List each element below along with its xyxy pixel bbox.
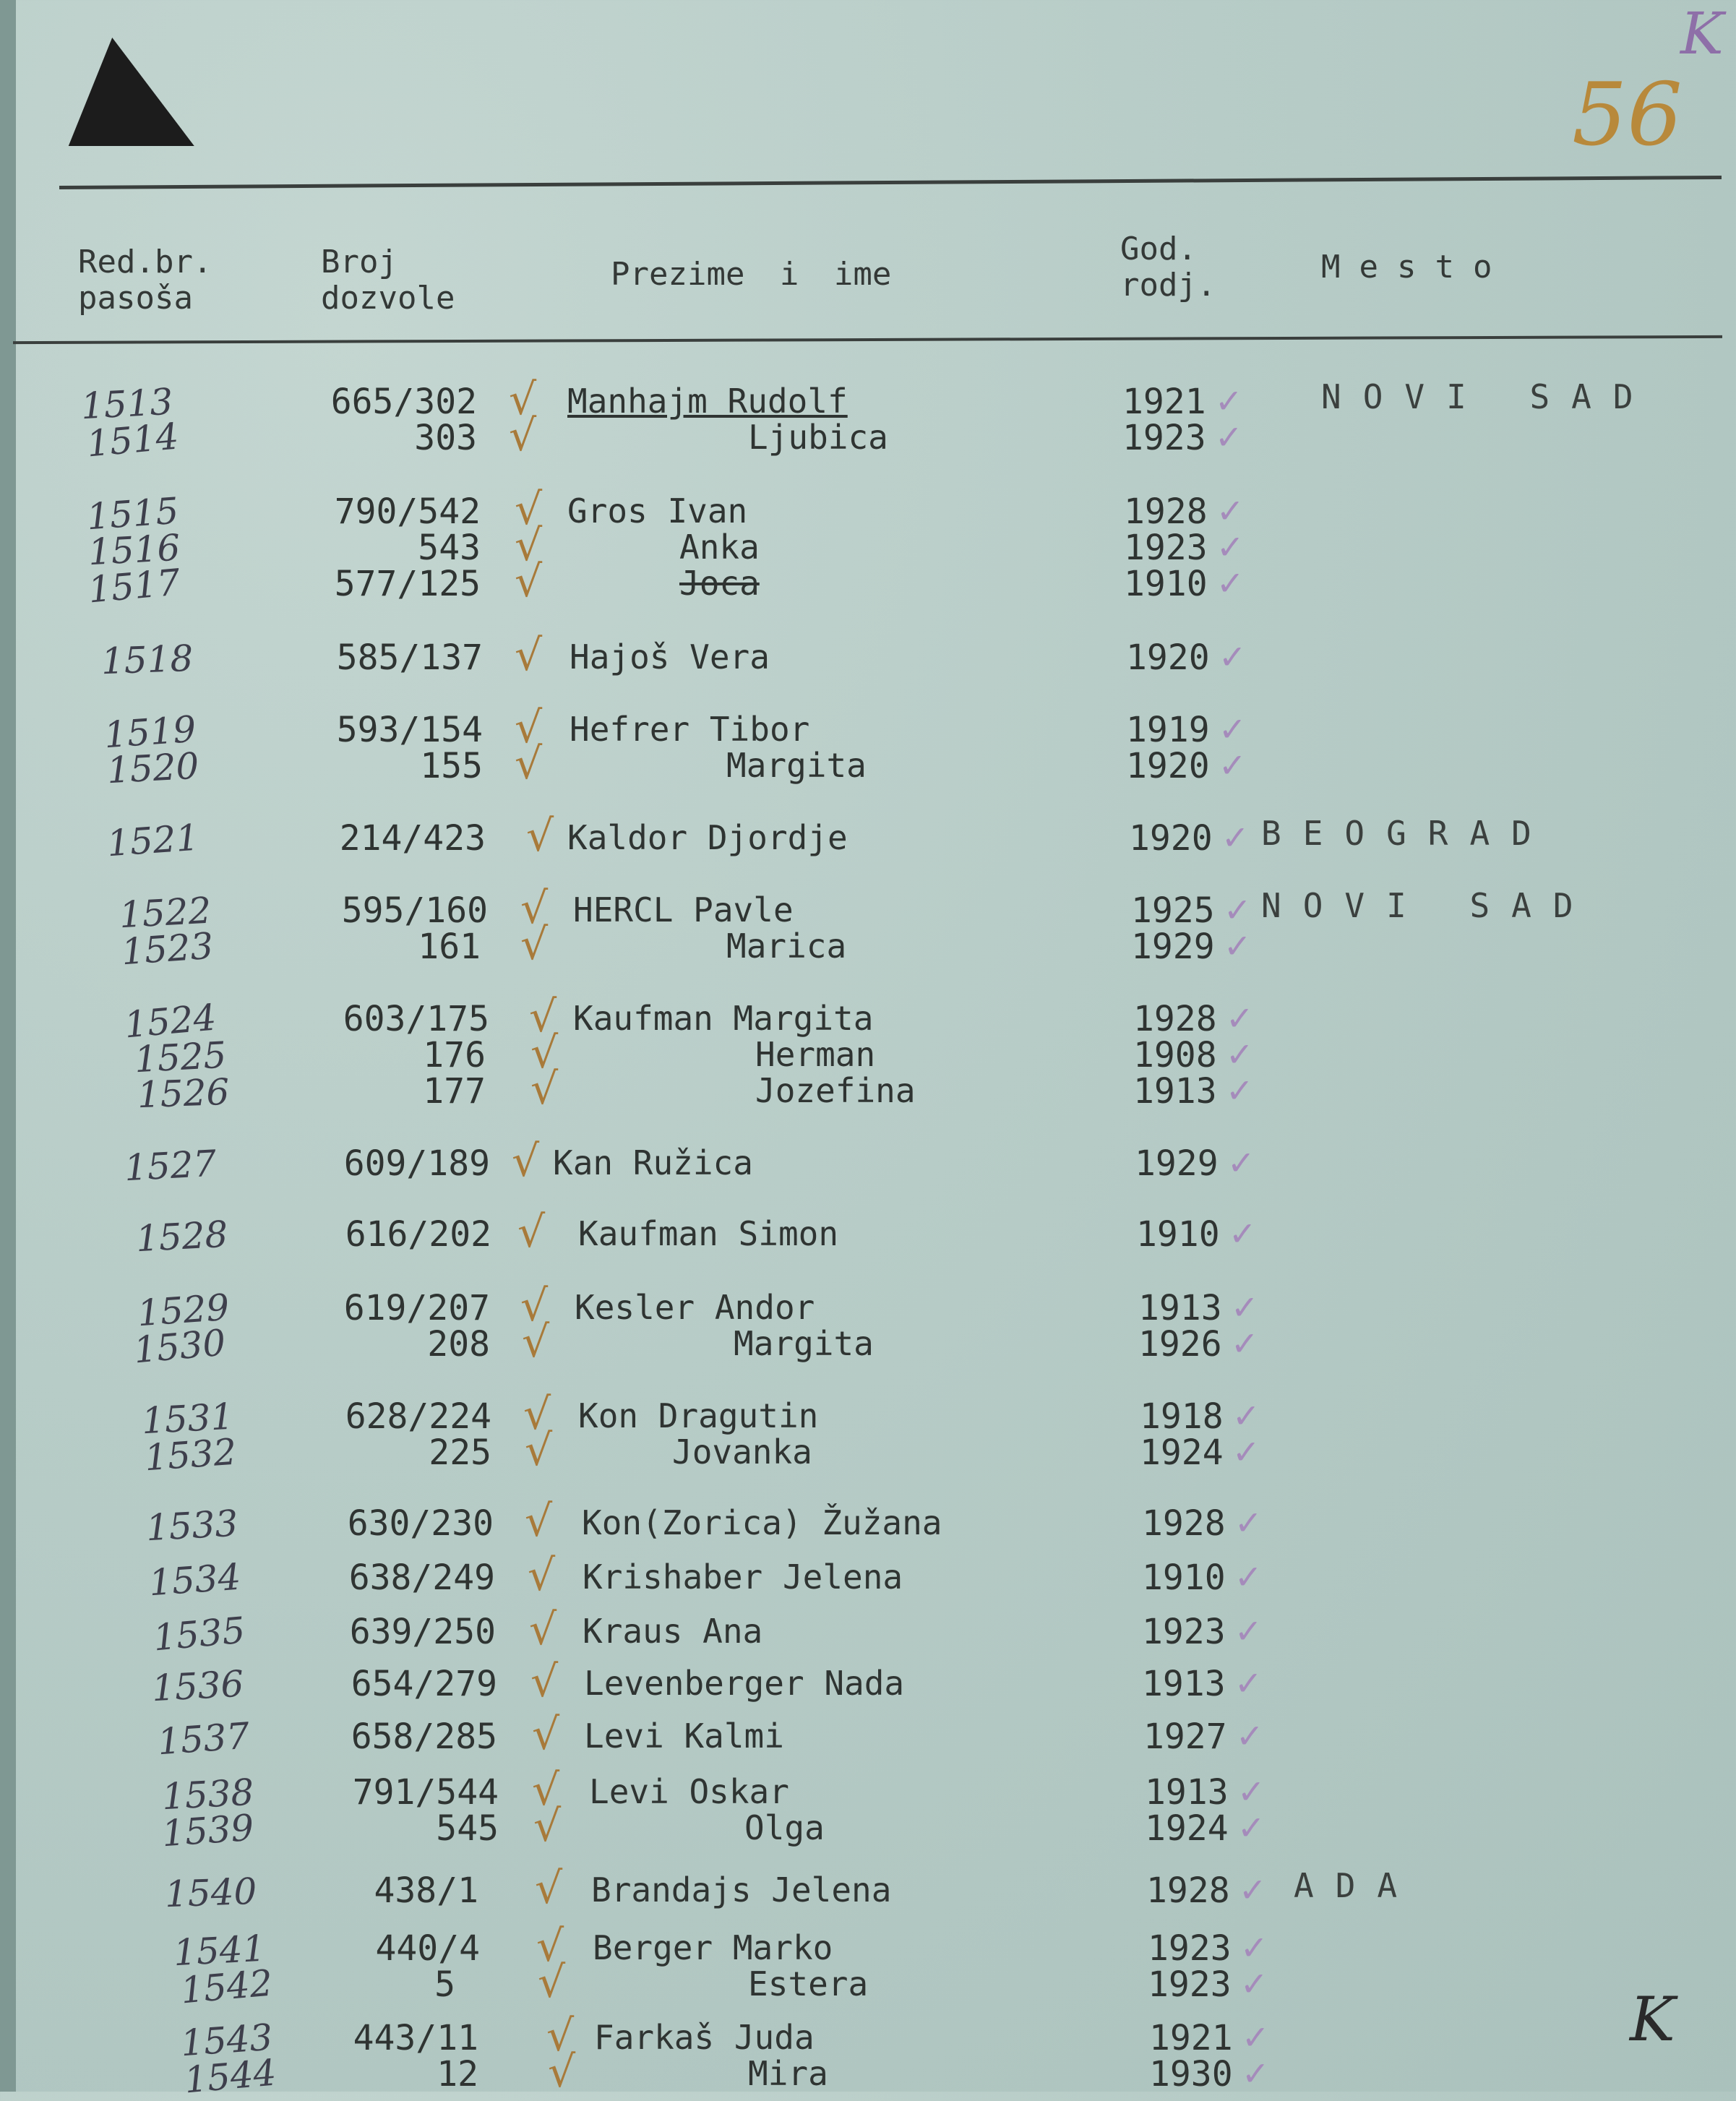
person-name: Hajoš Vera: [570, 637, 770, 676]
tick-mark-icon: ✓: [1229, 1214, 1257, 1253]
birth-year: 1928: [1142, 1503, 1226, 1544]
table-row: [0, 1496, 1736, 1550]
check-mark-icon: √: [515, 484, 543, 535]
permit-number: 438/1: [374, 1870, 478, 1911]
place-name: NOVI SAD: [1321, 377, 1655, 416]
table-row: [0, 739, 1736, 792]
check-mark-icon: √: [529, 992, 557, 1042]
birth-year: 1924: [1145, 1808, 1229, 1849]
passport-number: 1514: [85, 415, 181, 465]
table-row: [0, 520, 1736, 574]
table-row: [0, 883, 1736, 937]
passport-number: 1540: [164, 1870, 258, 1916]
table-row: [0, 1281, 1736, 1335]
birth-year: 1924: [1140, 1432, 1224, 1473]
person-name: Gros Ivan: [567, 491, 748, 530]
check-mark-icon: √: [515, 520, 543, 571]
passport-number: 1525: [133, 1034, 228, 1081]
tick-mark-icon: ✓: [1237, 1772, 1266, 1811]
tick-mark-icon: ✓: [1232, 1396, 1260, 1435]
passport-number: 1536: [150, 1662, 245, 1710]
person-name: Estera: [748, 1964, 869, 2003]
tick-mark-icon: ✓: [1237, 1808, 1266, 1847]
tick-mark-icon: ✓: [1227, 1143, 1255, 1182]
check-mark-icon: √: [512, 1136, 540, 1187]
tick-mark-icon: ✓: [1224, 927, 1252, 966]
torn-corner: [69, 38, 213, 146]
place-name: ADA: [1294, 1866, 1419, 1905]
table-row: [0, 992, 1736, 1047]
table-row: [0, 2011, 1736, 2065]
table-row: [0, 1709, 1736, 1763]
person-name: Jovanka: [672, 1432, 812, 1471]
permit-number: 790/542: [334, 491, 481, 532]
birth-year: 1923: [1148, 1964, 1232, 2005]
tick-mark-icon: ✓: [1234, 1612, 1263, 1651]
passport-number: 1542: [179, 1962, 275, 2012]
birth-year: 1923: [1148, 1928, 1232, 1969]
person-name: Anka: [679, 528, 760, 567]
passport-number: 1516: [87, 526, 181, 574]
permit-number: 628/224: [345, 1396, 491, 1437]
permit-number: 603/175: [343, 999, 489, 1039]
permit-number: 208: [427, 1324, 490, 1365]
person-name: Margita: [734, 1324, 874, 1363]
person-name: Joca: [679, 564, 760, 603]
check-mark-icon: √: [522, 1317, 550, 1367]
passport-number: 1524: [122, 996, 218, 1047]
tick-mark-icon: ✓: [1224, 890, 1252, 929]
permit-number: 303: [414, 418, 477, 458]
passport-number: 1519: [103, 708, 198, 757]
header-place: Mesto: [1321, 249, 1511, 285]
table-row: [0, 919, 1736, 974]
corner-mark: K: [1680, 0, 1724, 67]
birth-year: 1929: [1135, 1143, 1219, 1184]
table-row: [0, 1028, 1736, 1081]
permit-number: 577/125: [334, 564, 481, 604]
person-name: Herman: [755, 1035, 876, 1074]
check-mark-icon: √: [525, 1425, 553, 1476]
permit-number: 225: [429, 1432, 491, 1473]
table-row: [0, 1801, 1736, 1855]
passport-number: 1527: [123, 1142, 218, 1190]
tick-mark-icon: ✓: [1236, 1717, 1264, 1756]
header-passport-no: Red.br. pasoša: [78, 244, 212, 317]
permit-number: 593/154: [336, 710, 483, 750]
check-mark-icon: √: [517, 1207, 546, 1258]
passport-number: 1515: [85, 489, 181, 538]
permit-number: 654/279: [351, 1664, 497, 1704]
permit-number: 443/11: [353, 2018, 478, 2058]
permit-number: 543: [418, 528, 481, 568]
tick-mark-icon: ✓: [1226, 1035, 1254, 1074]
permit-number: 585/137: [336, 637, 483, 678]
check-mark-icon: √: [529, 1604, 557, 1655]
person-name: Kon Dragutin: [578, 1396, 819, 1435]
permit-number: 176: [423, 1035, 486, 1075]
table-row: [0, 1207, 1736, 1260]
check-mark-icon: √: [509, 374, 537, 425]
birth-year: 1918: [1140, 1396, 1224, 1437]
table-row: [0, 1425, 1736, 1479]
person-name: Brandajs Jelena: [591, 1870, 892, 1909]
permit-number: 161: [418, 927, 481, 967]
person-name: Jozefina: [755, 1071, 916, 1110]
birth-year: 1923: [1142, 1612, 1226, 1652]
person-name: Ljubica: [748, 418, 888, 457]
permit-number: 155: [420, 746, 483, 786]
passport-number: 1528: [134, 1213, 229, 1260]
check-mark-icon: √: [520, 919, 549, 970]
birth-year: 1928: [1124, 491, 1208, 532]
passport-number: 1535: [151, 1609, 247, 1659]
permit-number: 609/189: [343, 1143, 490, 1184]
birth-year: 1921: [1149, 2018, 1233, 2058]
birth-year: 1910: [1136, 1214, 1220, 1255]
tick-mark-icon: ✓: [1215, 382, 1243, 421]
permit-number: 638/249: [348, 1558, 495, 1598]
person-name: Levi Oskar: [589, 1772, 789, 1811]
tick-mark-icon: ✓: [1216, 528, 1245, 567]
permit-number: 658/285: [351, 1717, 497, 1757]
tick-mark-icon: ✓: [1240, 1928, 1268, 1967]
passport-number: 1517: [86, 561, 182, 611]
person-name: Olga: [744, 1808, 825, 1847]
person-name: Kan Ružica: [553, 1143, 753, 1182]
permit-number: 177: [423, 1071, 486, 1112]
check-mark-icon: √: [520, 883, 549, 934]
tick-mark-icon: ✓: [1219, 710, 1247, 749]
person-name: Margita: [726, 746, 867, 785]
birth-year: 1920: [1129, 818, 1213, 859]
check-mark-icon: √: [530, 1657, 559, 1707]
passport-number: 1530: [132, 1321, 228, 1372]
birth-year: 1928: [1133, 999, 1217, 1039]
tick-mark-icon: ✓: [1231, 1288, 1259, 1327]
permit-number: 630/230: [347, 1503, 494, 1544]
check-mark-icon: √: [520, 1281, 549, 1331]
tick-mark-icon: ✓: [1221, 818, 1250, 857]
table-row: [0, 1957, 1736, 2012]
tick-mark-icon: ✓: [1219, 637, 1247, 676]
permit-number: 5: [434, 1964, 455, 2005]
check-mark-icon: √: [530, 1064, 559, 1114]
birth-year: 1910: [1124, 564, 1208, 604]
passport-number: 1529: [136, 1286, 231, 1335]
check-mark-icon: √: [530, 1028, 559, 1078]
table-row: [0, 411, 1736, 465]
tick-mark-icon: ✓: [1239, 1870, 1267, 1909]
birth-year: 1928: [1146, 1870, 1230, 1911]
birth-year: 1927: [1143, 1717, 1227, 1757]
check-mark-icon: √: [528, 1550, 556, 1601]
table-row: [0, 1317, 1736, 1372]
birth-year: 1913: [1138, 1288, 1222, 1328]
tick-mark-icon: ✓: [1242, 2054, 1270, 2093]
passport-number: 1534: [147, 1555, 243, 1604]
passport-number: 1531: [140, 1395, 235, 1443]
check-mark-icon: √: [515, 630, 543, 681]
table-row: [0, 484, 1736, 538]
passport-number: 1543: [179, 2016, 275, 2065]
table-row: [0, 703, 1736, 757]
tick-mark-icon: ✓: [1240, 1964, 1268, 2003]
tick-mark-icon: ✓: [1231, 1324, 1259, 1363]
tick-mark-icon: ✓: [1234, 1558, 1263, 1597]
passport-number: 1523: [120, 924, 215, 974]
person-name: Kesler Andor: [575, 1288, 815, 1327]
passport-number: 1526: [137, 1070, 231, 1117]
permit-number: 791/544: [352, 1772, 499, 1813]
birth-year: 1913: [1133, 1071, 1217, 1112]
table-row: [0, 557, 1736, 611]
passport-number: 1513: [80, 380, 174, 428]
header-bottom-rule: [13, 335, 1722, 344]
permit-number: 619/207: [343, 1288, 490, 1328]
birth-year: 1920: [1126, 746, 1210, 786]
birth-year: 1926: [1138, 1324, 1222, 1365]
passport-number: 1541: [172, 1927, 267, 1975]
permit-number: 665/302: [330, 382, 477, 422]
table-row: [0, 1550, 1736, 1604]
header-top-rule: [59, 176, 1722, 189]
person-name: Kon(Zorica) Žužana: [582, 1503, 942, 1542]
check-mark-icon: √: [535, 1863, 563, 1914]
table-row: [0, 1921, 1736, 1975]
birth-year: 1920: [1126, 637, 1210, 678]
check-mark-icon: √: [533, 1801, 562, 1852]
tick-mark-icon: ✓: [1234, 1664, 1263, 1703]
permit-number: 440/4: [375, 1928, 480, 1969]
passport-number: 1533: [145, 1502, 239, 1550]
birth-year: 1930: [1149, 2054, 1233, 2094]
check-mark-icon: √: [538, 1957, 566, 2008]
table-row: [0, 1657, 1736, 1710]
passport-number: 1539: [160, 1806, 256, 1855]
table-row: [0, 1136, 1736, 1190]
table-row: [0, 2047, 1736, 2101]
tick-mark-icon: ✓: [1216, 491, 1245, 530]
place-name: NOVI SAD: [1261, 886, 1595, 925]
birth-year: 1913: [1145, 1772, 1229, 1813]
header-name: Prezime i ime: [611, 256, 892, 293]
person-name: Hefrer Tibor: [570, 710, 810, 749]
check-mark-icon: √: [526, 811, 554, 862]
permit-number: 616/202: [345, 1214, 491, 1255]
header-birth-year: God. rodj.: [1120, 231, 1216, 304]
person-name: Kaufman Simon: [578, 1214, 839, 1253]
permit-number: 545: [436, 1808, 499, 1849]
person-name: Krishaber Jelena: [583, 1558, 903, 1597]
header-permit-no: Broj dozvole: [321, 244, 455, 317]
tick-mark-icon: ✓: [1226, 999, 1254, 1038]
birth-year: 1925: [1131, 890, 1215, 931]
passport-number: 1538: [160, 1771, 255, 1818]
check-mark-icon: √: [525, 1496, 553, 1547]
passport-number: 1544: [182, 2051, 278, 2101]
permit-number: 214/423: [339, 818, 486, 859]
person-name: HERCL Pavle: [573, 890, 794, 929]
person-name: Mira: [748, 2054, 828, 2093]
check-mark-icon: √: [548, 2047, 576, 2097]
tick-mark-icon: ✓: [1232, 1432, 1260, 1471]
table-row: [0, 1389, 1736, 1443]
person-name: Kaldor Djordje: [567, 818, 848, 857]
person-name: Berger Marko: [593, 1928, 833, 1967]
bottom-signature-mark: K: [1630, 1984, 1675, 2055]
passport-number: 1532: [143, 1430, 239, 1479]
birth-year: 1919: [1126, 710, 1210, 750]
table-row: [0, 1765, 1736, 1818]
passport-number: 1537: [156, 1714, 252, 1763]
tick-mark-icon: ✓: [1215, 418, 1243, 457]
birth-year: 1921: [1122, 382, 1206, 422]
birth-year: 1923: [1124, 528, 1208, 568]
person-name: Levi Kalmi: [584, 1717, 784, 1756]
passport-number: 1520: [106, 744, 200, 792]
table-row: [0, 1604, 1736, 1659]
birth-year: 1913: [1142, 1664, 1226, 1704]
check-mark-icon: √: [523, 1389, 551, 1440]
birth-year: 1908: [1133, 1035, 1217, 1075]
birth-year: 1910: [1142, 1558, 1226, 1598]
passport-number: 1522: [118, 889, 212, 937]
tick-mark-icon: ✓: [1226, 1071, 1254, 1110]
check-mark-icon: √: [515, 557, 543, 607]
permit-number: 12: [437, 2054, 478, 2094]
place-name: BEOGRAD: [1261, 814, 1553, 853]
page-number: 56: [1572, 65, 1683, 166]
person-name: Marica: [726, 927, 847, 966]
tick-mark-icon: ✓: [1242, 2018, 1270, 2057]
permit-number: 595/160: [341, 890, 488, 931]
permit-number: 639/250: [349, 1612, 496, 1652]
check-mark-icon: √: [515, 703, 543, 753]
tick-mark-icon: ✓: [1234, 1503, 1263, 1542]
passport-number: 1521: [106, 816, 201, 865]
tick-mark-icon: ✓: [1219, 746, 1247, 785]
check-mark-icon: √: [536, 1921, 564, 1972]
table-row: [0, 811, 1736, 865]
person-name: Kraus Ana: [583, 1612, 763, 1651]
person-name: Farkaš Juda: [594, 2018, 815, 2057]
birth-year: 1929: [1131, 927, 1215, 967]
check-mark-icon: √: [515, 739, 543, 789]
birth-year: 1923: [1122, 418, 1206, 458]
table-row: [0, 630, 1736, 683]
person-name: Kaufman Margita: [573, 999, 874, 1038]
table-row: [0, 1064, 1736, 1117]
check-mark-icon: √: [546, 2011, 575, 2061]
passport-number: 1518: [100, 637, 194, 683]
table-row: [0, 374, 1736, 428]
person-name: Levenberger Nada: [584, 1664, 905, 1703]
table-row: [0, 1863, 1736, 1916]
person-name: Manhajm Rudolf: [567, 382, 848, 421]
tick-mark-icon: ✓: [1216, 564, 1245, 603]
check-mark-icon: √: [532, 1709, 560, 1760]
check-mark-icon: √: [509, 411, 537, 461]
check-mark-icon: √: [532, 1765, 560, 1816]
